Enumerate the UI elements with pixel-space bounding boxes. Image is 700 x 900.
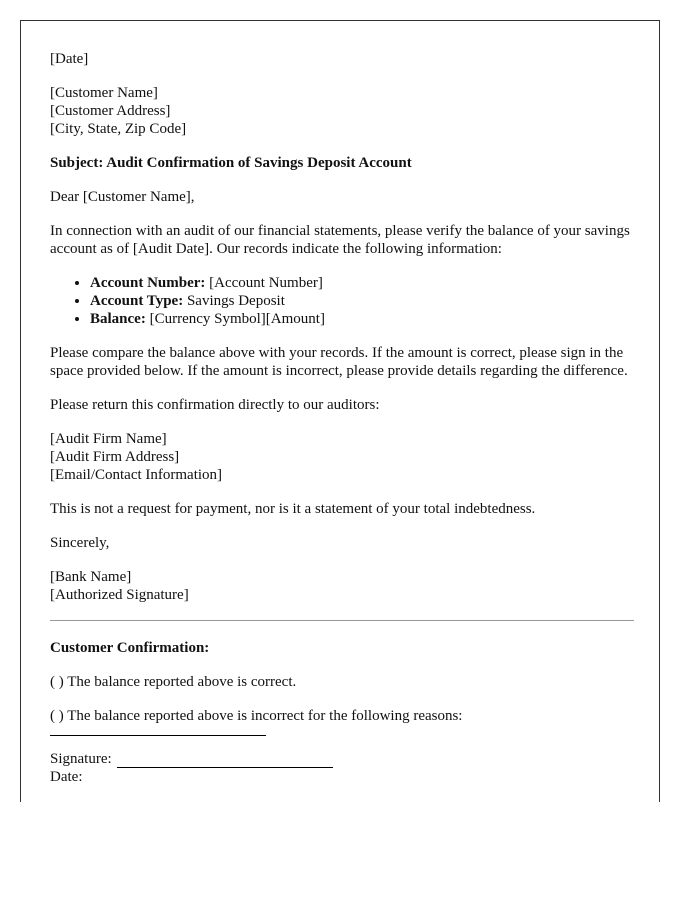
audit-firm-name: [Audit Firm Name]	[50, 431, 167, 447]
section-divider	[50, 620, 634, 621]
salutation: Dear [Customer Name],	[50, 189, 195, 205]
letter-subject: Subject: Audit Confirmation of Savings Deposit Account	[50, 155, 412, 171]
signature-line[interactable]	[117, 751, 333, 768]
customer-name: [Customer Name]	[50, 85, 158, 101]
customer-city-state-zip: [City, State, Zip Code]	[50, 121, 187, 137]
account-type-label: Account Type:	[90, 293, 184, 309]
option-balance-correct[interactable]: ( ) The balance reported above is correct.	[50, 674, 297, 690]
option-balance-incorrect[interactable]: ( ) The balance reported above is incorrect for the following reasons:	[50, 708, 463, 724]
return-instructions: Please return this confirmation directly to our auditors:	[50, 397, 380, 413]
account-type-item	[90, 292, 634, 310]
audit-firm-block	[50, 430, 634, 484]
customer-address-block	[50, 84, 634, 138]
signoff-block	[50, 568, 634, 604]
balance-value: [Currency Symbol][Amount]	[145, 311, 325, 327]
balance-item	[90, 310, 634, 328]
letter-body	[50, 50, 634, 786]
disclaimer: This is not a request for payment, nor is it a statement of your total indebtedness.	[50, 501, 536, 517]
bank-name: [Bank Name]	[50, 569, 132, 585]
customer-confirmation-heading: Customer Confirmation:	[50, 640, 210, 656]
authorized-signature: [Authorized Signature]	[50, 587, 189, 603]
customer-address: [Customer Address]	[50, 103, 171, 119]
signature-label: Signature:	[50, 751, 112, 767]
account-number-item	[90, 274, 634, 292]
balance-label: Balance:	[90, 311, 146, 327]
account-number-value: [Account Number]	[205, 275, 323, 291]
audit-firm-contact: [Email/Contact Information]	[50, 467, 223, 483]
date-row	[50, 768, 634, 786]
reasons-line[interactable]	[50, 735, 266, 736]
intro-paragraph: In connection with an audit of our financial statements, please verify the balance of your savings account as of [Audit Date]. Our records indicate the following information:	[50, 223, 630, 257]
account-details-list	[50, 274, 634, 328]
closing: Sincerely,	[50, 535, 110, 551]
account-type-value: Savings Deposit	[183, 293, 285, 309]
account-number-label: Account Number:	[90, 275, 206, 291]
audit-firm-address: [Audit Firm Address]	[50, 449, 180, 465]
compare-paragraph: Please compare the balance above with your records. If the amount is correct, please sign in the space provided below. If the amount is incorrect, please provide details regarding the difference.	[50, 345, 628, 379]
letter-date: [Date]	[50, 51, 89, 67]
letter-page	[20, 20, 660, 802]
date-label: Date:	[50, 769, 83, 785]
signature-row	[50, 750, 634, 768]
